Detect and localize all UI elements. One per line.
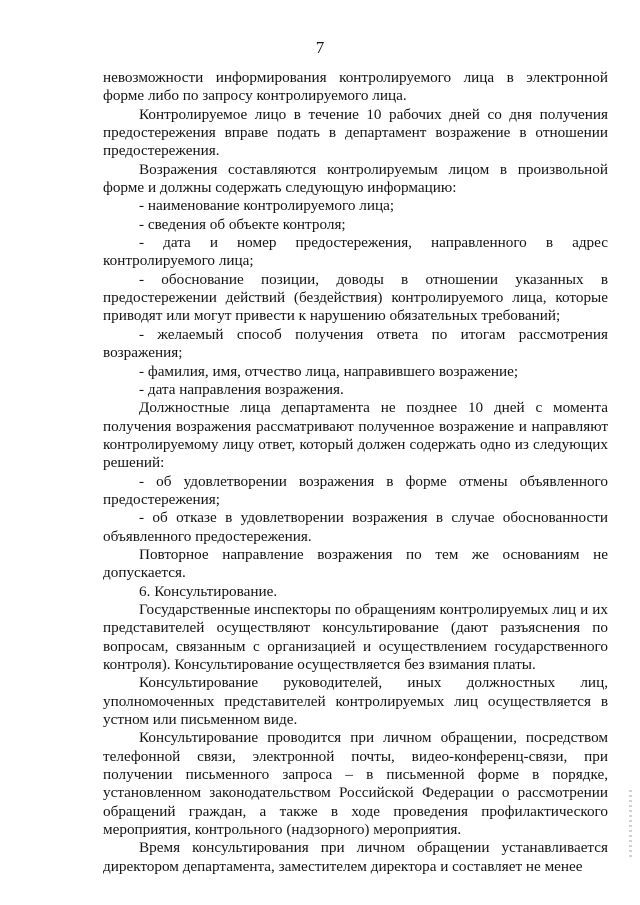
list-item: - фамилия, имя, отчество лица, направившего возражение; — [139, 362, 519, 380]
list-item: - обоснование позиции, доводы в отношении указанных в предостережении действий (бездействия) контролируемого лица, которые приводят или могут привести к нарушению обязательных требований; — [103, 270, 608, 325]
page-number: 7 — [315, 38, 325, 57]
paragraph: Консультирование руководителей, иных должностных лиц, уполномоченных представителей контролируемых лиц осуществляется в устном или письменном виде. — [103, 674, 608, 729]
list-item: - об удовлетворении возражения в форме отмены объявленного предостережения; — [103, 472, 608, 508]
list-item: - сведения об объекте контроля; — [139, 215, 346, 233]
paragraph: Должностные лица департамента не позднее 10 дней с момента получения возражения рассматривают полученное возражение и направляют контролируемому лицу ответ, который должен содержать одно из следующих решений: — [103, 399, 608, 472]
paragraph: Время консультирования при личном обращении устанавливается директором департамента, заместителем директора и составляет не менее — [103, 839, 608, 875]
paragraph: невозможности информирования контролируемого лица в электронной форме либо по запросу контролируемого лица. — [103, 69, 608, 105]
paragraph: Повторное направление возражения по тем же основаниям не допускается. — [103, 545, 608, 582]
list-item: - об отказе в удовлетворении возражения в случае обоснованности объявленного предостережения. — [103, 509, 608, 545]
paragraph: Консультирование проводится при личном обращении, посредством телефонной связи, электронной почты, видео-конференц-связи, при получении письменного запроса – в письменной форме в порядке, установленном законодательством Российской Федерации о рассмотрении обращений граждан, а также в ходе проведения профилактического мероприятия, контрольного (надзорного) мероприятия. — [103, 729, 608, 839]
list-item: - желаемый способ получения ответа по итогам рассмотрения возражения; — [103, 325, 608, 362]
section-heading: 6. Консультирование. — [139, 582, 278, 600]
paragraph: Возражения составляются контролируемым лицом в произвольной форме и должны содержать следующую информацию: — [103, 160, 608, 197]
scan-edge-mark — [629, 790, 632, 860]
paragraph: Контролируемое лицо в течение 10 рабочих дней со дня получения предостережения вправе подать в департамент возражение в отношении предостережения. — [103, 105, 608, 160]
list-item: - дата направления возражения. — [139, 380, 344, 398]
list-item: - наименование контролируемого лица; — [139, 197, 395, 215]
paragraph: Государственные инспекторы по обращениям контролируемых лиц и их представителей осуществляют консультирование (дают разъяснения по вопросам, связанным с организацией и осуществлением государственного контроля). Консультирование осуществляется без взимания платы. — [103, 600, 608, 673]
document-body — [103, 69, 608, 876]
list-item: - дата и номер предостережения, направленного в адрес контролируемого лица; — [103, 234, 608, 270]
